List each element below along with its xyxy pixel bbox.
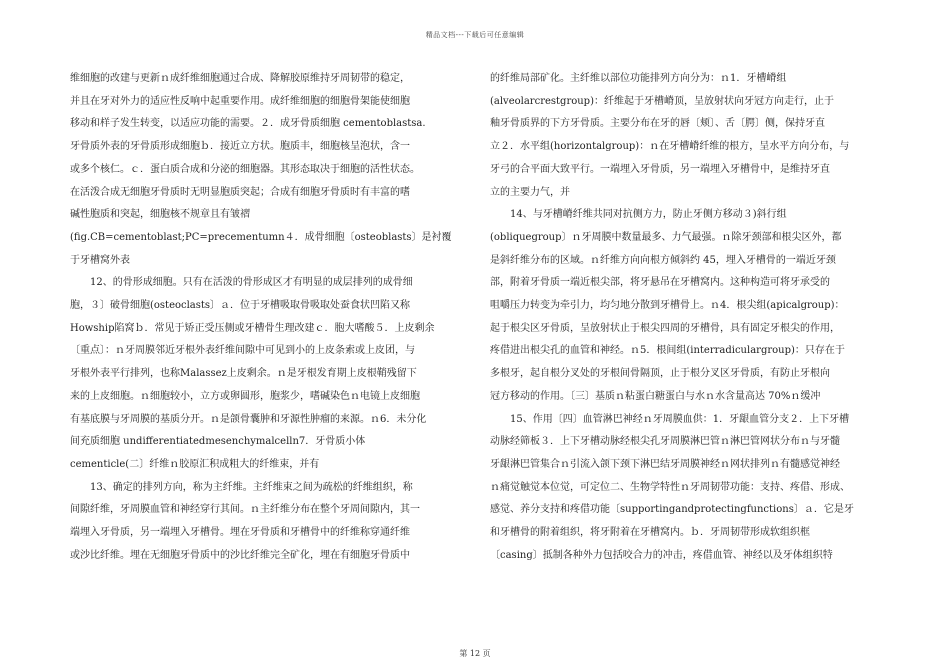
right-text-column [490,68,885,567]
text-line: 牙弓的合平面大致平行。一端埋入牙骨质，另一端埋入牙槽骨中，是维持牙直 [490,163,830,175]
text-line: 维细胞的改建与更新ｎ成纤维细胞通过合成、降解胶原维持牙周韧带的稳定， [70,73,410,84]
text-line: 13、确定的排列方向，称为主纤维。主纤维束之间为疏松的纤维组织，称 [70,481,413,493]
text-line: 〔重点〕：ｎ牙周膜邻近牙根外表纤维间隙中可见到小的上皮条索或上皮团，与 [70,345,415,357]
text-line: 起于根尖区牙骨质，呈放射状止于根尖四周的牙槽骨，具有固定牙根尖的作用， [490,322,840,334]
text-line: 14、与牙槽嵴纤维共同对抗侧方力，防止牙侧方移动３)斜行组 [490,209,787,221]
text-line: 并且在牙对外力的适应性反响中起重要作用。成纤维细胞的细胞骨架能使细胞 [70,95,410,107]
page-header: 精品文档---下载后可任意编辑 [425,31,525,39]
text-line: 移动和样子发生转变，以适应功能的需要。２．成牙骨质细胞 cementoblastsa. [70,118,426,130]
text-line: 胞，３〕破骨细胞(osteoclasts〕ａ．位于牙槽吸取骨吸取处蚕食状凹陷又称 [70,300,411,312]
text-line: 牙根外表平行排列，也称Malassez上皮剩余。ｎ是牙根发育期上皮根鞘残留下 [70,368,417,380]
text-line: 感觉、养分支持和疼借功能〔supportingandprotectingfunctions〕ａ．它是牙 [490,504,854,516]
text-line: 疼借进出根尖孔的血管和神经。ｎ5．根间组(interradiculargroup)：只存在于 [490,345,845,357]
text-line: 15、作用〔四〕血管淋巴神经ｎ牙周膜血供：1．牙龈血管分支２．上下牙槽 [490,413,850,425]
text-line: 12、的骨形成细胞。只有在活泼的骨形成区才有明显的成层排列的成骨细 [70,277,413,289]
text-line: 牙龈淋巴管集合ｎ引流入颌下颈下淋巴结牙周膜神经ｎ网状排列ｎ有髓感觉神经 [490,458,840,470]
text-line: ｎ痛觉触觉本位觉，可定位二、生物学特性ｎ牙周韧带功能：支持、疼借、形成、 [490,481,850,493]
text-line: 来的上皮细胞。ｎ细胞较小，立方或卵圆形，胞浆少，嗜碱染色ｎ电镜上皮细胞 [70,390,420,402]
text-line: 在活泼合成无细胞牙骨质时无明显胞质突起；合成有细胞牙骨质时有丰富的嗜 [70,186,410,198]
text-line: 或多个核仁。ｃ．蛋白质合成和分泌的细胞器。其形态取决于细胞的活性状态。 [70,163,420,175]
text-line: 和牙槽骨的附着组织，将牙附着在牙槽窝内。ｂ．牙周韧带形成软组织框 [490,527,810,539]
text-line: Howship陷窝ｂ．常见于矫正受压侧或牙槽骨生理改建ｃ．胞大嗜酸５．上皮剩余 [70,322,435,334]
text-line: 立的主要力气，并 [490,186,570,198]
text-line: 部，附着牙骨质一端近根尖部，将牙悬吊在牙槽窝内。这种构造可将牙承受的 [490,277,830,289]
text-line: 咀嚼压力转变为牵引力，均匀地分散到牙槽骨上。ｎ4．根尖组(apicalgroup)： [490,300,845,312]
text-line: (alveolarcrestgroup)：纤维起于牙槽嵴顶，呈放射状向牙冠方向走行，止于 [490,95,834,107]
page-number: 第 12 页 [459,649,491,658]
text-line: 动脉经筛板３．上下牙槽动脉经根尖孔牙周膜淋巴管ｎ淋巴管网状分布ｎ与牙髓 [490,436,840,448]
text-line: (fig.CB=cementoblast;PC=precementumn４．成骨细胞〔osteoblasts〕是衬覆 [70,231,452,243]
text-line: cementicle(二〕纤维ｎ胶原汇积成粗大的纤维束，并有 [70,458,320,470]
text-line: 端埋入牙骨质，另一端埋入牙槽骨。埋在牙骨质和牙槽骨中的纤维称穿通纤维 [70,527,410,539]
left-text-column [70,68,465,567]
text-line: 有基底膜与牙周膜的基质分开。ｎ是颌骨囊肿和牙源性肿瘤的来源。ｎ6．未分化 [70,413,427,425]
text-line: 是斜纤维分布的区域。ｎ纤维方向向根方倾斜约 45，埋入牙槽骨的一端近牙颈 [490,254,836,266]
text-line: 间隙纤维，牙周膜血管和神经穿行其间。ｎ主纤维分布在整个牙周间隙内，其一 [70,504,420,516]
text-line: 多根牙，起自根分叉处的牙根间骨隔顶，止于根分叉区牙骨质，有防止牙根向 [490,368,830,380]
text-line: 或沙比纤维。埋在无细胞牙骨质中的沙比纤维完全矿化，埋在有细胞牙骨质中 [70,549,410,561]
text-line: 间充质细胞 undifferentiatedmesenchymalcelln7．牙骨质小体 [70,436,366,448]
text-line: (obliquegroup〕ｎ牙周膜中数量最多、力气最强。ｎ除牙颈部和根尖区外，都 [490,231,842,243]
text-line: 碱性胞质和突起，细胞核不规章且有皱褶 [70,209,250,221]
text-line: 立２．水平组(horizontalgroup)：ｎ在牙槽嵴纤维的根方，呈水平方向分布，与 [490,141,850,153]
text-line: 冠方移动的作用。〔三〕基质ｎ粘蛋白糖蛋白与水ｎ水含量高达 70%ｎ缓冲 [490,390,821,402]
text-line: 于牙槽窝外表 [70,254,130,266]
text-line: 〔casing〕抵制各种外力包括咬合力的冲击，疼借血管、神经以及牙体组织特 [490,549,833,561]
text-line: 牙骨质外表的牙骨质形成细胞ｂ．接近立方状。胞质丰，细胞核呈泡状，含一 [70,141,410,153]
text-line: 的纤维局部矿化。主纤维以部位功能排列方向分为：ｎ1．牙槽嵴组 [490,73,787,84]
text-line: 釉牙骨质界的下方牙骨质。主要分布在牙的唇〔颊〕、舌〔腭〕侧，保持牙直 [490,118,825,130]
